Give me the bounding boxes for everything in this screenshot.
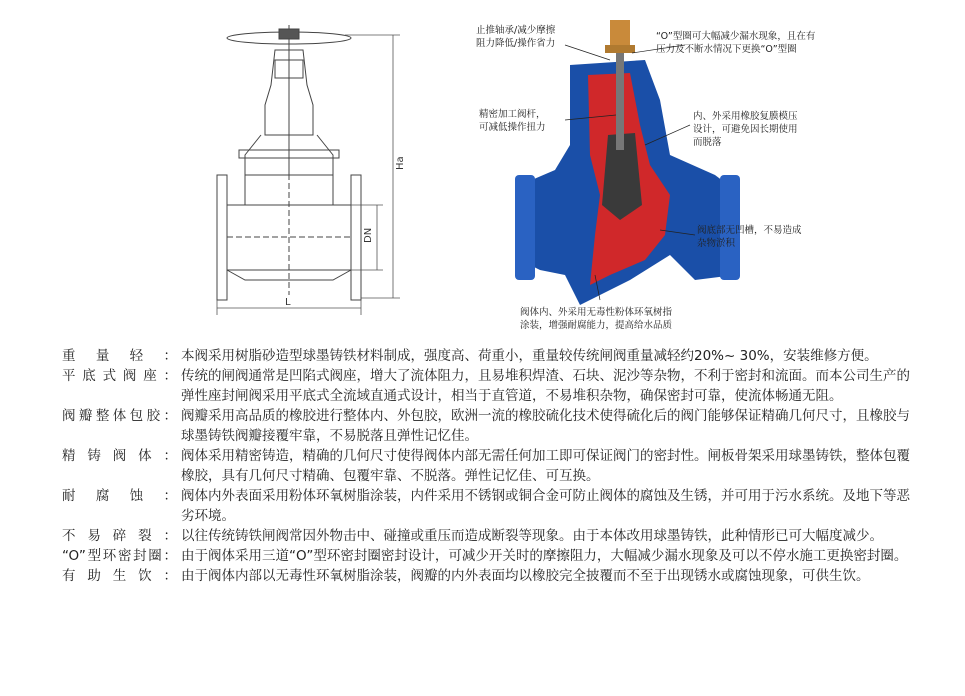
gate-valve-technical-drawing — [205, 5, 420, 320]
feature-item — [62, 346, 922, 366]
callout-rubber-coating: 内、外采用橡胶复膜模压 设计，可避免因长期使用 而脱落 — [693, 111, 798, 148]
feature-label: 阀瓣整体包胶： — [62, 408, 177, 424]
feature-item — [62, 566, 922, 586]
callout-thrust-bearing: 止推轴承/减少摩擦 阻力降低/操作省力 — [476, 25, 556, 49]
feature-label: 耐腐蚀： — [62, 488, 177, 504]
feature-label: 不易碎裂： — [62, 528, 177, 544]
feature-item — [62, 406, 922, 446]
feature-item — [62, 366, 922, 406]
length-dimension-label: L — [285, 297, 291, 308]
feature-text: 本阀采用树脂砂造型球墨铸铁材料制成，强度高、荷重小，重量较传统闸阀重量减轻约20%~ 30%，安装维修方便。 — [181, 348, 878, 364]
callout-o-ring: “O”型圈可大幅减少漏水现象，且在有 压力及不断水情况下更换“O”型圈 — [656, 31, 816, 55]
feature-item — [62, 526, 922, 546]
feature-text: 阀瓣采用高品质的橡胶进行整体内、外包胶，欧洲一流的橡胶硫化技术使得硫化后的阀门能够保证精确几何尺寸，且橡胶与球墨铸铁阀瓣接覆牢靠，不易脱落且弹性记忆佳。 — [181, 408, 910, 444]
feature-label: 平底式阀座： — [62, 368, 177, 384]
feature-text: 阀体内外表面采用粉体环氧树脂涂装，内件采用不锈钢或铜合金可防止阀体的腐蚀及生锈，并可用于污水系统。及地下等恶劣环境。 — [181, 488, 910, 524]
feature-text: 由于阀体采用三道“O”型环密封圈密封设计，可减少开关时的摩擦阻力，大幅减少漏水现象及可以不停水施工更换密封圈。 — [181, 548, 908, 564]
feature-item — [62, 486, 922, 526]
callout-flat-bottom: 阀底部无凹槽，不易造成 杂物淤积 — [697, 225, 802, 249]
height-dimension-label: Ha — [395, 156, 406, 170]
feature-text: 传统的闸阀通常是凹陷式阀座，增大了流体阻力，且易堆积焊渣、石块、泥沙等杂物，不利于密封和流面。而本公司生产的弹性座封闸阀采用平底式全流域直通式设计，相当于直管道，不易堆积杂物，确保密封可靠，使流体畅通无阻。 — [181, 368, 910, 404]
feature-item — [62, 446, 922, 486]
feature-label: 精铸阀体： — [62, 448, 177, 464]
feature-text: 阀体采用精密铸造，精确的几何尺寸使得阀体内部无需任何加工即可保证阀门的密封性。闸板骨架采用球墨铸铁，整体包覆橡胶，具有几何尺寸精确、包覆牢靠、不脱落。弹性记忆佳、可互换。 — [181, 448, 910, 484]
callout-epoxy: 阀体内、外采用无毒性粉体环氧树指 涂装，增强耐腐能力，提高给水品质 — [520, 307, 673, 331]
feature-label: 有助生饮： — [62, 568, 177, 584]
diameter-dimension-label: DN — [363, 227, 374, 243]
callout-stem: 精密加工阀杆， 可减低操作扭力 — [479, 109, 546, 133]
feature-label: “O”型环密封圈： — [62, 548, 177, 564]
feature-label: 重量轻： — [62, 348, 177, 364]
feature-list — [62, 346, 922, 586]
feature-text: 以往传统铸铁闸阀常因外物击中、碰撞或重压而造成断裂等现象。由于本体改用球墨铸铁，此种情形已可大幅度减少。 — [181, 528, 883, 544]
feature-text: 由于阀体内部以无毒性环氧树脂涂装，阀瓣的内外表面均以橡胶完全披覆而不至于出现锈水或腐蚀现象，可供生饮。 — [181, 568, 870, 584]
feature-item — [62, 546, 922, 566]
